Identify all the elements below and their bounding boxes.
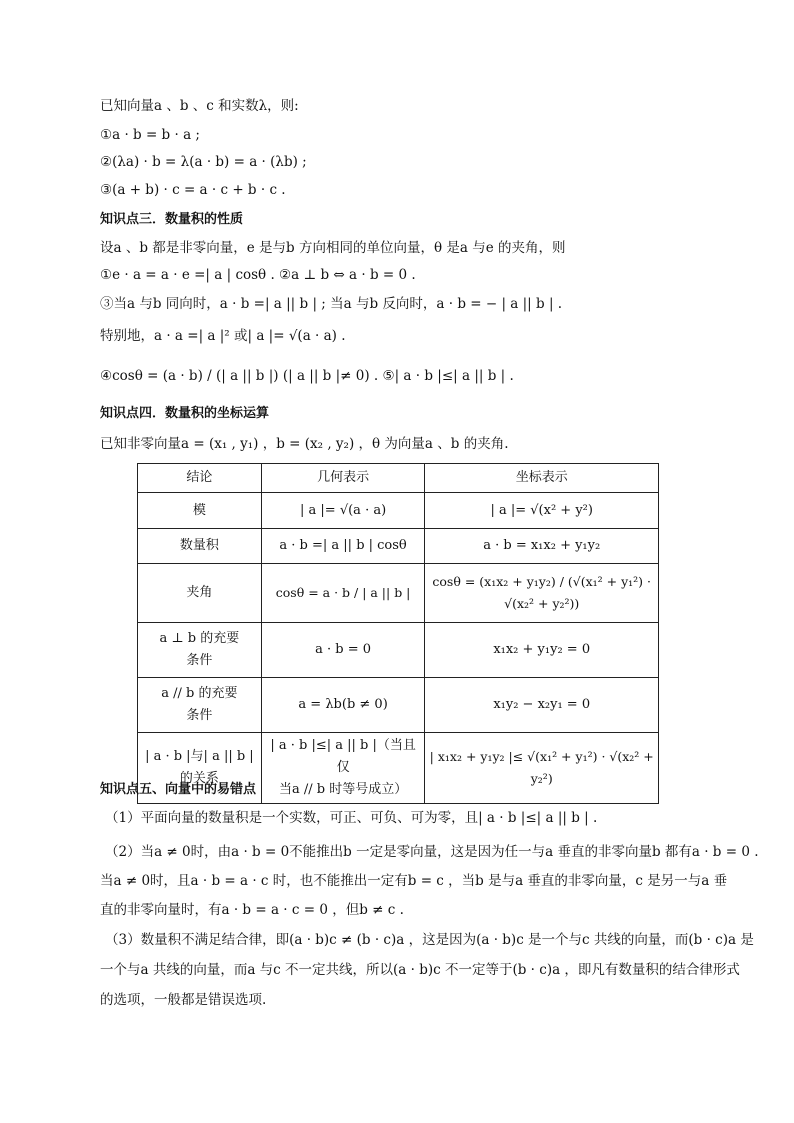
cell-line: 条件 [186,708,213,723]
table-row [138,678,659,733]
section5-p2b: 当a ≠ 0时，且a · b = a · c 时，也不能推出一定有b = c ，当b 是与a 垂直的非零向量，c 是另一与a 垂 [100,873,728,889]
table-cell [138,623,262,678]
section3-line4: 特别地，a · a =| a |² 或| a |= √(a · a) . [100,328,346,344]
table-row [138,493,659,529]
cell-line: 当a // b 时等号成立） [278,782,408,797]
table-row [138,564,659,623]
table-cell: a · b =| a || b | cosθ [261,529,425,564]
table-row [138,623,659,678]
law-distributive: ③(a + b) · c = a · c + b · c . [100,182,286,198]
cell-line: 的关系 [179,771,219,786]
section5-title: 知识点五、向量中的易错点 [100,782,257,797]
section5-p1: （1）平面向量的数量积是一个实数，可正、可负、可为零，且| a · b |≤| a || b | . [105,810,598,826]
table-header-row [138,464,659,493]
section5-p2a: （2）当a ≠ 0时，由a · b = 0不能推出b 一定是零向量，这是因为任一与a 垂直的非零向量b 都有a · b = 0 . [105,844,759,860]
dot-product-table [137,463,659,804]
cell-line: a // b 的充要 [161,686,238,701]
table-header: 结论 [138,464,262,493]
table-cell: a = λb(b ≠ 0) [261,678,425,733]
table-cell: 数量积 [138,529,262,564]
section5-p3c: 的选项，一般都是错误选项. [100,992,267,1008]
cell-line: | a · b |≤| a || b |（当且仅 [270,738,416,775]
table-cell: | a |= √(x² + y²) [425,493,659,529]
table-cell: a · b = 0 [261,623,425,678]
section3-line2: ①e · a = a · e =| a | cosθ . ②a ⊥ b ⇔ a · b = 0 . [100,267,416,283]
intro-line: 已知向量a 、b 、c 和实数λ，则: [100,98,299,114]
table-cell: x₁x₂ + y₁y₂ = 0 [425,623,659,678]
law-commutative: ①a · b = b · a ; [100,127,200,143]
section5-p3a: （3）数量积不满足结合律，即(a · b)c ≠ (b · c)a ，这是因为(a · b)c 是一个与c 共线的向量，而(b · c)a 是 [105,932,754,948]
table-row [138,529,659,564]
section5-p2c: 直的非零向量时，有a · b = a · c = 0 ，但b ≠ c . [100,902,404,918]
table-cell [138,678,262,733]
section4-line1: 已知非零向量a = (x₁ , y₁) ，b = (x₂ , y₂) ，θ 为向量a 、b 的夹角. [100,436,509,452]
section5-p3b: 一个与a 共线的向量，而a 与c 不一定共线，所以(a · b)c 不一定等于(b · c)a ，即凡有数量积的结合律形式 [100,962,740,978]
table-cell: cosθ = a · b / | a || b | [261,564,425,623]
table-cell: | a |= √(a · a) [261,493,425,529]
cell-line: | a · b |与| a || b | [145,749,254,764]
table-cell: cosθ = (x₁x₂ + y₁y₂) / (√(x₁² + y₁²) · √(x₂² + y₂²)) [425,564,659,623]
law-scalar: ②(λa) · b = λ(a · b) = a · (λb) ; [100,154,307,170]
table-header: 几何表示 [261,464,425,493]
section3-line3: ③当a 与b 同向时，a · b =| a || b | ; 当a 与b 反向时，a · b = − | a || b | . [100,296,563,312]
cell-line: a ⊥ b 的充要 [159,631,240,646]
table-cell: 模 [138,493,262,529]
cell-line: 条件 [186,653,213,668]
table-header: 坐标表示 [425,464,659,493]
section3-title: 知识点三．数量积的性质 [100,212,244,227]
section3-line1: 设a 、b 都是非零向量，e 是与b 方向相同的单位向量，θ 是a 与e 的夹角，则 [100,240,566,256]
table-cell: a · b = x₁x₂ + y₁y₂ [425,529,659,564]
table-cell: x₁y₂ − x₂y₁ = 0 [425,678,659,733]
section3-line5: ④cosθ = (a · b) / (| a || b |) (| a || b |≠ 0) . ⑤| a · b |≤| a || b | . [100,368,514,384]
table-cell: | x₁x₂ + y₁y₂ |≤ √(x₁² + y₁²) · √(x₂² + y₂²) [425,733,659,804]
table-cell: 夹角 [138,564,262,623]
section4-title: 知识点四．数量积的坐标运算 [100,406,270,421]
table-cell [261,733,425,804]
